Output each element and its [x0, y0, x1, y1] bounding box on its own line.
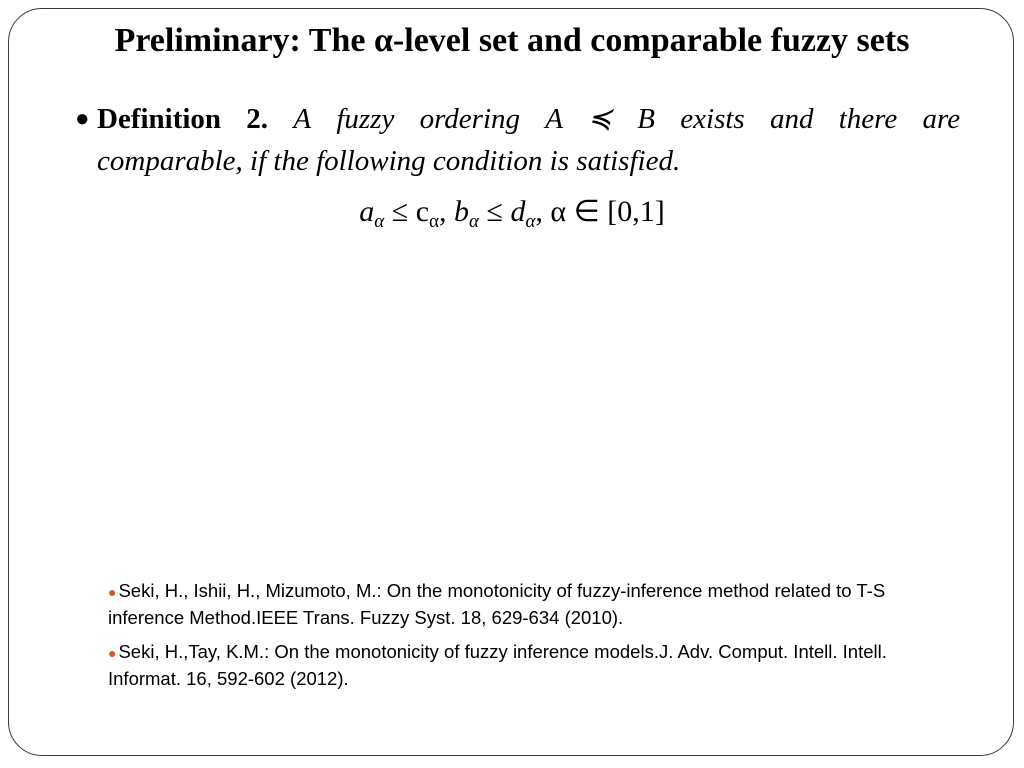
- formula-sub: α: [429, 211, 439, 232]
- formula-var-d: d: [510, 195, 526, 228]
- references-list: [108, 578, 958, 700]
- bullet-icon: ●: [75, 106, 90, 132]
- reference-bullet-icon: ●: [108, 645, 117, 661]
- formula-var-c: c: [415, 195, 430, 228]
- slide-title: Preliminary: The α-level set and comparable fuzzy sets: [114, 22, 910, 59]
- definition-word: ordering: [419, 103, 521, 135]
- definition-word: are: [922, 103, 961, 135]
- formula-var-b: b: [453, 195, 469, 228]
- condition-formula: [0, 194, 1024, 233]
- formula-leq: ≤: [384, 195, 416, 228]
- definition-line-2: comparable, if the following condition is satisfied.: [97, 145, 681, 177]
- fuzzy-ordering-expression: A ≼ B: [545, 103, 655, 135]
- reference-item: [108, 639, 958, 691]
- definition-line-1: [75, 98, 960, 140]
- definition-word: A: [293, 103, 312, 135]
- formula-sub: α: [525, 211, 536, 232]
- definition-word: and: [769, 103, 814, 135]
- definition-word: there: [838, 103, 898, 135]
- reference-bullet-icon: ●: [108, 584, 117, 600]
- definition-word: exists: [680, 103, 745, 135]
- reference-text: Seki, H., Ishii, H., Mizumoto, M.: On the monotonicity of fuzzy-inference method related to T-S inference Method.IEEE Trans. Fuzzy Syst. 18, 629-634 (2010).: [108, 580, 886, 628]
- formula-sub: α: [374, 211, 385, 232]
- formula-leq: ≤: [478, 195, 511, 228]
- definition-label: Definition 2.: [97, 103, 269, 135]
- formula-range: , α ∈ [0,1]: [535, 195, 665, 228]
- reference-text: Seki, H.,Tay, K.M.: On the monotonicity of fuzzy inference models.J. Adv. Comput. Intell. Intell. Informat. 16, 592-602 (2012).: [108, 641, 887, 689]
- formula-sub: α: [468, 211, 479, 232]
- reference-item: [108, 578, 958, 630]
- formula-var-a: a: [359, 195, 375, 228]
- definition-block: [75, 98, 960, 182]
- formula-comma: ,: [438, 195, 454, 228]
- definition-word: fuzzy: [336, 103, 395, 135]
